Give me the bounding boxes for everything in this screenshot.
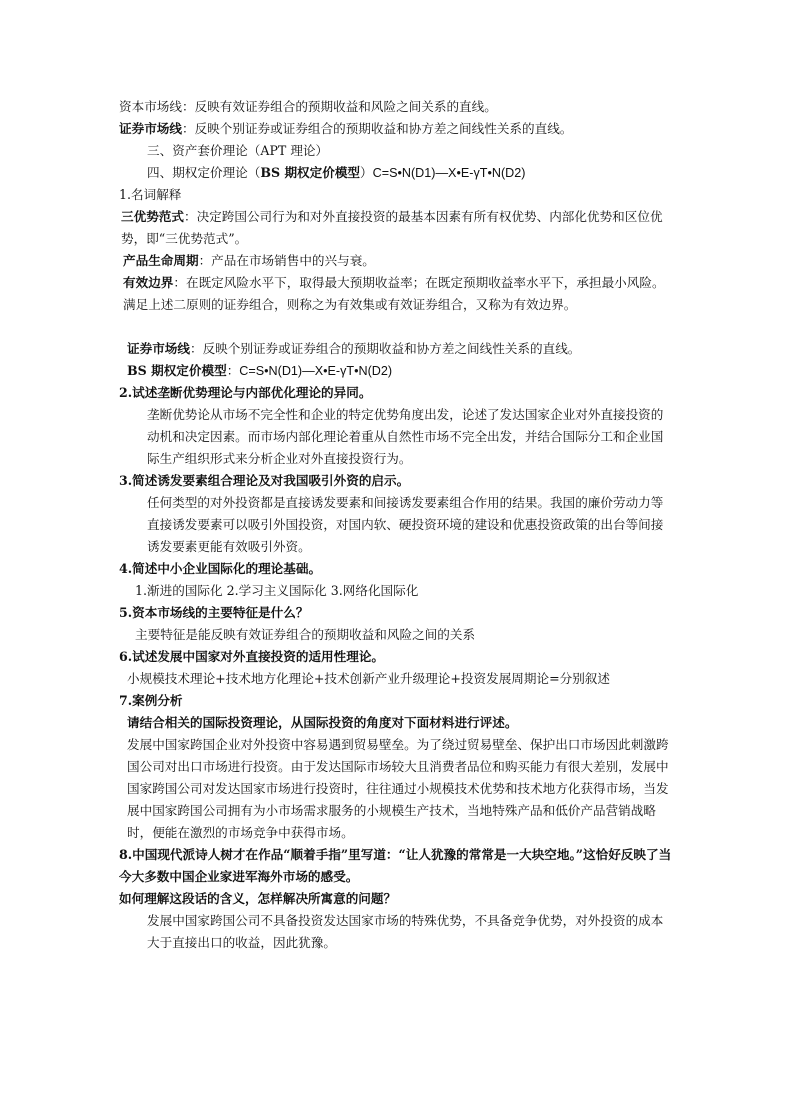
definition-text: ：决定跨国公司行为和对外直接投资的最基本因素有所有权优势、内部化优势和区位优势，即“三优势范式”。 bbox=[121, 209, 663, 246]
term: 三优势范式 bbox=[121, 209, 184, 224]
question-4-answer: 1.渐进的国际化 2.学习主义国际化 3.网络化国际化 bbox=[135, 583, 419, 598]
definition-capital-market-line bbox=[119, 96, 675, 118]
section-option-pricing: 四、期权定价理论（BS 期权定价模型）C=S•N(D1)—X•E-γT•N(D2) bbox=[147, 165, 526, 180]
question-2-answer: 垄断优势论从市场不完全性和企业的特定优势角度出发，论述了发达国家企业对外直接投资的动机和决定因素。而市场内部化理论着重从自然性市场不完全出发，并结合国际分工和企业国际生产组织形式来分析企业对外直接投资行为。 bbox=[147, 407, 664, 466]
term: 资本市场线 bbox=[119, 99, 182, 114]
definition-security-market-line bbox=[119, 118, 675, 140]
question-6-heading: 6.试述发展中国家对外直接投资的适用性理论。 bbox=[119, 649, 385, 664]
glossary-three-advantages bbox=[119, 206, 675, 250]
section-heading-glossary: 1.名词解释 bbox=[119, 187, 182, 202]
bs-formula: C=S•N(D1)—X•E-γT•N(D2) bbox=[239, 364, 393, 378]
question-8-question: 如何理解这段话的含义，怎样解决所寓意的问题？ bbox=[119, 891, 397, 906]
question-3-answer: 任何类型的对外投资都是直接诱发要素和间接诱发要素组合作用的结果。我国的廉价劳动力等直接诱发要素可以吸引外国投资，对国内软、硬投资环境的建设和优惠投资政策的出台等间接诱发要素更能有效吸引外资。 bbox=[147, 495, 664, 554]
glossary-efficient-frontier bbox=[119, 272, 675, 316]
question-5-answer: 主要特征是能反映有效证券组合的预期收益和风险之间的关系 bbox=[135, 627, 476, 642]
glossary-bs-model: BS 期权定价模型：C=S•N(D1)—X•E-γT•N(D2) bbox=[127, 363, 393, 378]
question-5-heading: 5.资本市场线的主要特征是什么？ bbox=[119, 605, 309, 620]
definition-text: ：在既定风险水平下，取得最大预期收益率；在既定预期收益率水平下，承担最小风险。满足上述二原则的证券组合，则称之为有效集或有效证券组合，又称为有效边界。 bbox=[123, 275, 665, 312]
spacer bbox=[119, 316, 675, 338]
question-3-heading: 3.简述诱发要素组合理论及对我国吸引外资的启示。 bbox=[119, 473, 410, 488]
term: 产品生命周期 bbox=[123, 253, 199, 268]
term: BS 期权定价模型 bbox=[127, 363, 227, 378]
question-7-prompt: 请结合相关的国际投资理论，从国际投资的角度对下面材料进行评述。 bbox=[127, 715, 518, 730]
glossary-security-market-line bbox=[119, 338, 675, 360]
definition-text: ：反映有效证券组合的预期收益和风险之间关系的直线。 bbox=[181, 99, 497, 114]
term: 有效边界 bbox=[123, 275, 174, 290]
question-7-heading: 7.案例分析 bbox=[119, 693, 183, 708]
document-page bbox=[119, 96, 675, 954]
glossary-product-life-cycle bbox=[119, 250, 675, 272]
term: 证券市场线 bbox=[119, 121, 182, 136]
bs-formula: C=S•N(D1)—X•E-γT•N(D2) bbox=[372, 166, 526, 180]
definition-text: ：反映个别证券或证券组合的预期收益和协方差之间线性关系的直线。 bbox=[181, 121, 573, 136]
definition-text: ：反映个别证券或证券组合的预期收益和协方差之间线性关系的直线。 bbox=[189, 341, 581, 356]
question-8-answer: 发展中国家跨国公司不具备投资发达国家市场的特殊优势，不具备竞争优势，对外投资的成本大于直接出口的收益，因此犹豫。 bbox=[147, 913, 664, 950]
term: 证券市场线 bbox=[127, 341, 190, 356]
question-4-heading: 4.简述中小企业国际化的理论基础。 bbox=[119, 561, 322, 576]
question-2-heading: 2.试述垄断优势理论与内部优化理论的异同。 bbox=[119, 385, 372, 400]
section-apt-theory: 三、资产套价理论（APT 理论） bbox=[147, 143, 329, 158]
definition-text: ：产品在市场销售中的兴与衰。 bbox=[198, 253, 375, 268]
question-8-heading: 8.中国现代派诗人树才在作品“顺着手指”里写道：“让人犹豫的常常是一大块空地。”这恰好反映了当今大多数中国企业家进军海外市场的感受。 bbox=[119, 847, 672, 884]
question-6-answer: 小规模技术理论+技术地方化理论+技术创新产业升级理论+投资发展周期论=分别叙述 bbox=[127, 671, 610, 686]
question-7-case-text: 发展中国家跨国企业对外投资中容易遇到贸易壁垒。为了绕过贸易壁垒、保护出口市场因此刺激跨国公司对出口市场进行投资。由于发达国际市场较大且消费者品位和购买能力有很大差别，发展中国家跨国公司对发达国家市场进行投资时，往往通过小规模技术优势和技术地方化获得市场，当发展中国家跨国公司拥有为小市场需求服务的小规模生产技术，当地特殊产品和低价产品营销战略时，便能在激烈的市场竞争中获得市场。 bbox=[127, 737, 669, 840]
